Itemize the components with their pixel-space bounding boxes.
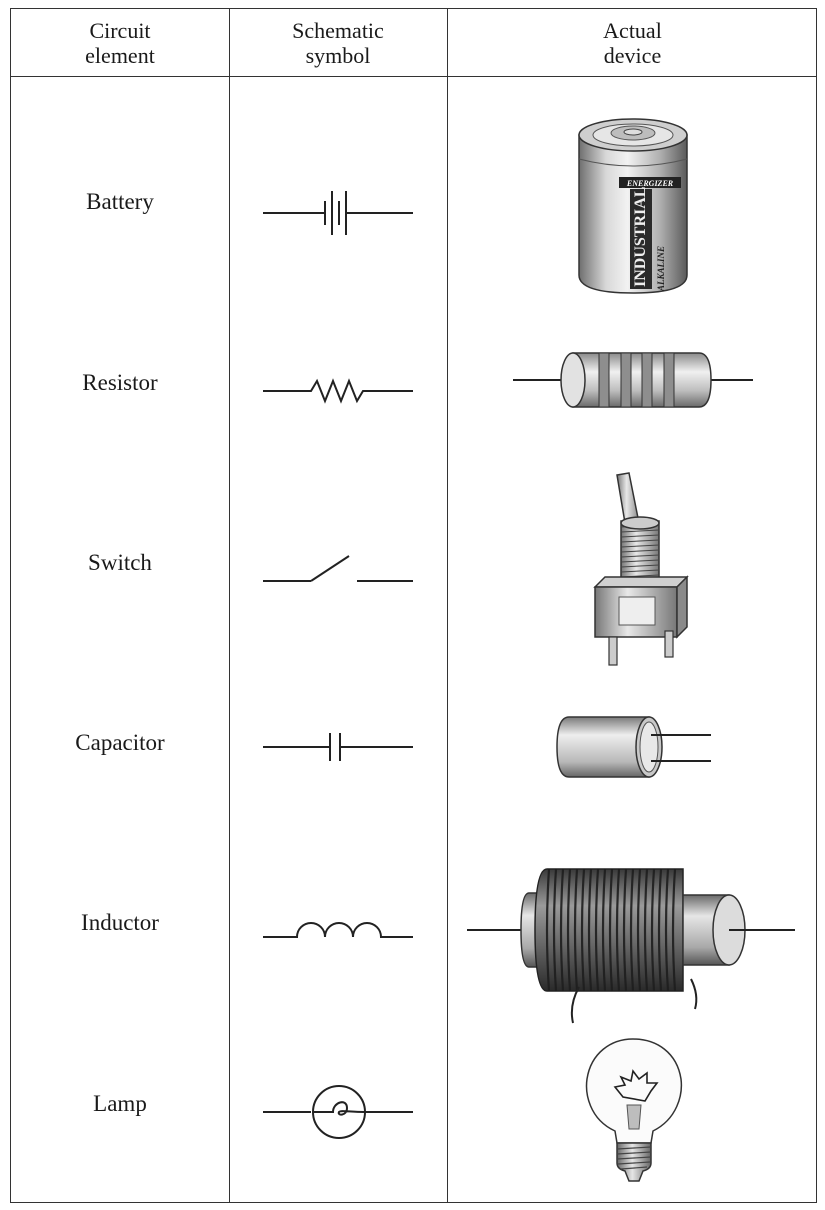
row-label-lamp: Lamp xyxy=(93,1091,147,1116)
header-circuit-element: Circuit element xyxy=(85,17,155,68)
resistor-symbol-icon xyxy=(263,373,415,409)
column-divider xyxy=(229,9,230,1202)
header-schematic-symbol: Schematic symbol xyxy=(292,17,384,68)
battery-device-icon xyxy=(567,107,697,297)
light-bulb-device-icon xyxy=(581,1033,687,1193)
svg-text:ENERGIZER: ENERGIZER xyxy=(626,179,674,188)
header-actual-device: Actual device xyxy=(603,17,662,68)
capacitor-device-icon xyxy=(551,713,713,781)
row-label-inductor: Inductor xyxy=(81,910,159,935)
battery-symbol-icon xyxy=(263,189,415,239)
header-divider xyxy=(11,76,816,77)
inductor-coil-device-icon xyxy=(463,859,797,1025)
resistor-device-icon xyxy=(511,349,757,415)
switch-symbol-icon xyxy=(263,549,415,589)
row-label-capacitor: Capacitor xyxy=(75,730,165,755)
inductor-symbol-icon xyxy=(263,915,415,939)
capacitor-symbol-icon xyxy=(263,731,415,763)
svg-text:INDUSTRIAL: INDUSTRIAL xyxy=(632,186,649,287)
row-label-battery: Battery xyxy=(86,189,154,214)
svg-text:ALKALINE: ALKALINE xyxy=(656,245,666,291)
row-label-switch: Switch xyxy=(88,550,152,575)
circuit-elements-table xyxy=(10,8,817,1203)
row-label-resistor: Resistor xyxy=(82,370,158,395)
lamp-symbol-icon xyxy=(263,1084,415,1140)
column-divider xyxy=(447,9,448,1202)
toggle-switch-device-icon xyxy=(579,469,695,669)
